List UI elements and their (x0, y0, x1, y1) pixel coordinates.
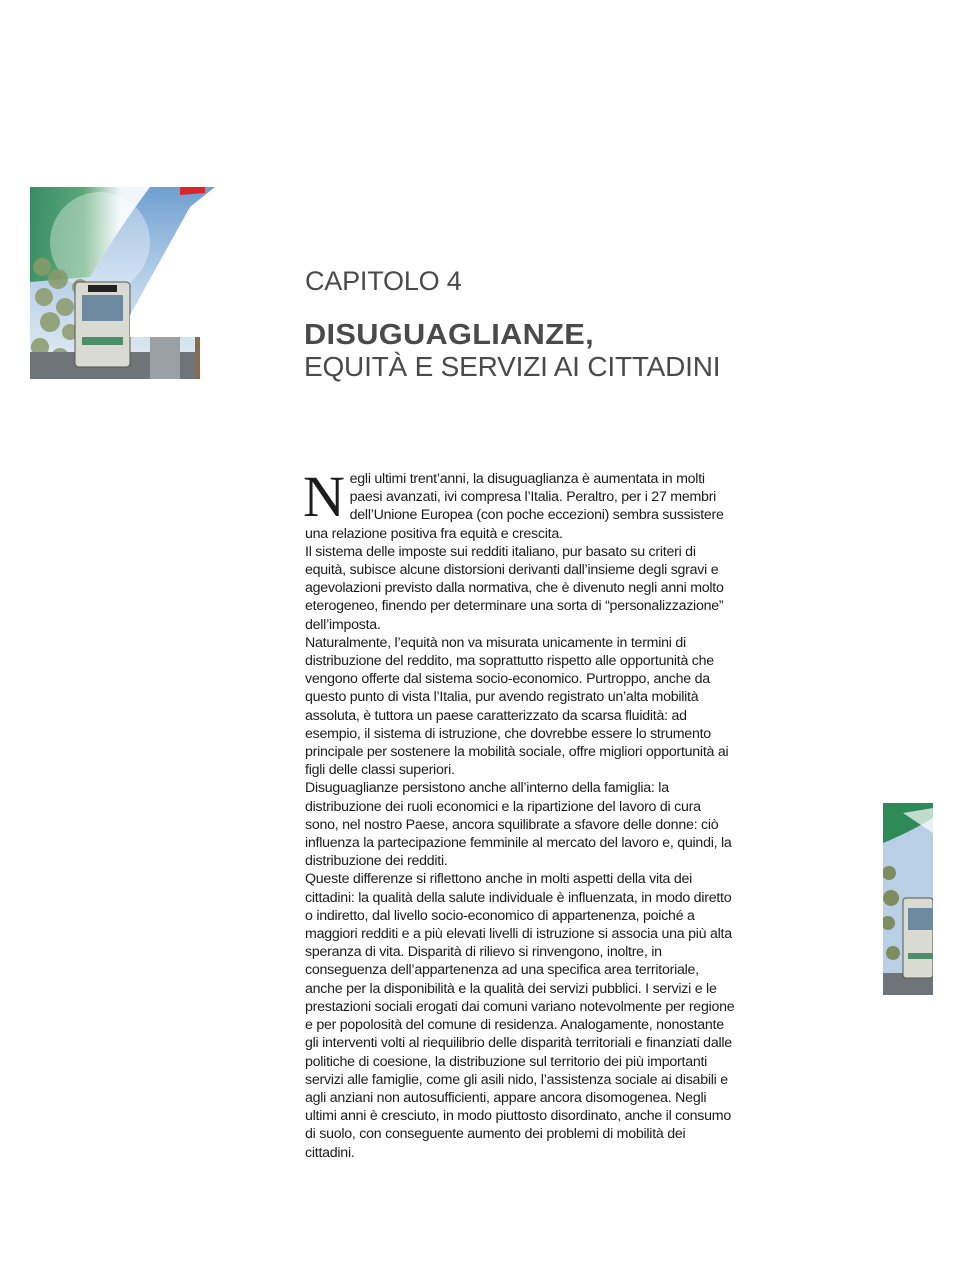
drop-cap: N (303, 464, 345, 529)
chapter-number-image (30, 187, 215, 379)
paragraph: Queste differenze si riflettono anche in molti aspetti della vita dei cittadini: la qualità della salute individuale è influenzata, in modo diretto o indiretto, dal livello socio-economico di appartenenza, poiché a maggiori redditi e a più elevati livelli di istruzione si associa una più alta speranza di vita. Disparità di rilievo si rinvengono, inoltre, in conseguenza dell’appartenenza ad una specifica area territoriale, anche per la disponibilità e la qualità dei servizi pubblici. I servizi e le prestazioni sociali erogati dai comuni variano notevolmente per regione e per popolosità del comune di residenza. Analogamente, nonostante gli interventi volti al riequilibrio delle disparità territoriali e finanziati dalle politiche di coesione, la distribuzione sul territorio dei più importanti servizi alle famiglie, come gli asili nido, l’assistenza sociale ai disabili e agli anziani non autosufficienti, appare ancora disomogenea. Negli ultimi anni è cresciuto, in modo piuttosto disordinato, anche il consumo di suolo, con conseguente aumento dei problemi di mobilità dei cittadini. (305, 871, 735, 1161)
paragraph: Il sistema delle imposte sui redditi italiano, pur basato su criteri di equità, subisce alcune distorsioni derivanti dall’insieme degli sgravi e agevolazioni previsto dalla normativa, che è divenuto negli anni molto eterogeneo, finendo per determinare una sorta di “personalizzazione” dell’imposta. (305, 543, 724, 633)
paragraph-text: egli ultimi trent’anni, la disuguaglianza è aumentata in molti paesi avanzati, ivi compresa l’Italia. Peraltro, per i 27 membri dell’Unione Europea (con poche eccezioni) sembra sussistere una relazione positiva fra equità e crescita. (305, 471, 724, 542)
side-page-image (883, 803, 933, 995)
chapter-title (304, 318, 720, 382)
paragraph: Disuguaglianze persistono anche all’interno della famiglia: la distribuzione dei ruoli economici e la ripartizione del lavoro di cura sono, nel nostro Paese, ancora squilibrate a sfavore delle donne: ciò influenza la partecipazione femminile al mercato del lavoro e, quindi, la distribuzione dei redditi. (305, 780, 732, 870)
body-text (303, 464, 735, 1162)
paragraph (303, 464, 735, 543)
chapter-title-bold: DISUGUAGLIANZE, (304, 319, 594, 351)
chapter-title-regular: EQUITÀ E SERVIZI AI CITTADINI (304, 351, 721, 382)
paragraph: Naturalmente, l’equità non va misurata unicamente in termini di distribuzione del reddito, ma soprattutto rispetto alle opportunità che vengono offerte dal sistema socio-economico. Purtroppo, anche da questo punto di vista l’Italia, pur avendo registrato un’alta mobilità assoluta, è tuttora un paese caratterizzato da scarsa fluidità: ad esempio, il sistema di istruzione, che dovrebbe essere lo strumento principale per sostenere la mobilità sociale, offre migliori opportunità ai figli delle classi superiori. (305, 634, 729, 779)
chapter-label: CAPITOLO 4 (305, 266, 462, 296)
